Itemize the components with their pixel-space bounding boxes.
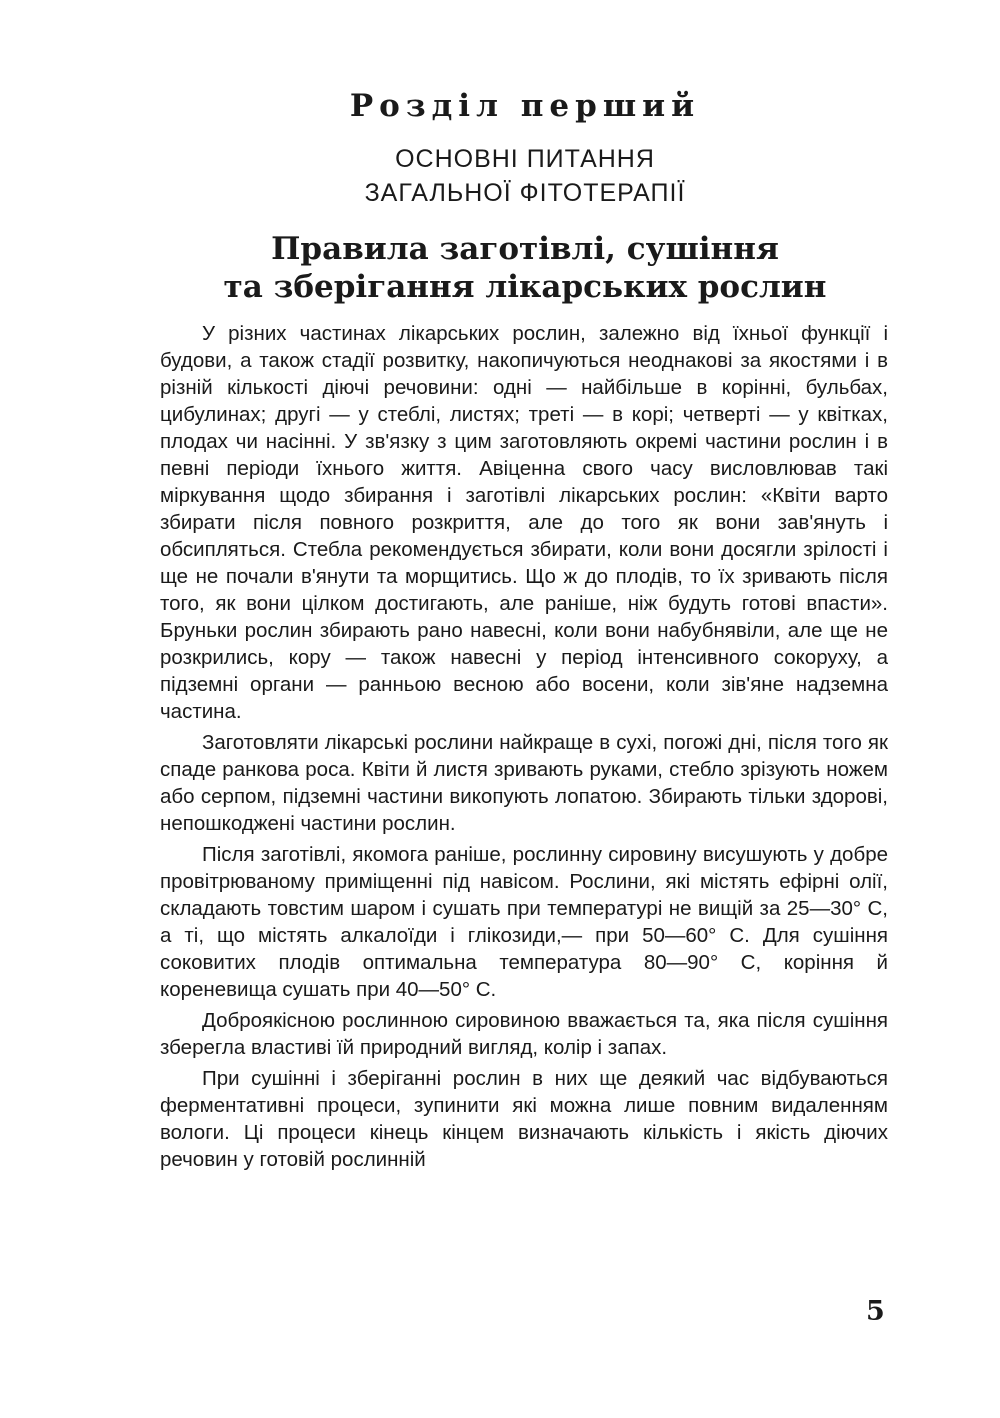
chapter-title-line-1: ОСНОВНІ ПИТАННЯ: [395, 145, 655, 173]
paragraph: Заготовляти лікарські рослини найкраще в сухі, погожі дні, після того як спаде ранкова роса. Квіти й листя зривають руками, стебло зрізують ножем або серпом, підземні частини викопують лопатою. Збирають тільки здорові, непошкоджені частини рослин.: [160, 731, 888, 835]
page-number: 5: [866, 1296, 885, 1327]
section-title-line-1: Правила заготівлі, сушіння: [271, 231, 779, 267]
paragraph: У різних частинах лікарських рослин, залежно від їхньої функції і будови, а також стадії розвитку, накопичуються неоднакові за якостями і в різній кількості діючі речовини: одні — найбільше в корінні, бульбах, цибулинах; другі — у стеблі, листях; треті — в корі; четверті — у квітках, плодах чи насінні. У зв'язку з цим заготовляють окремі частини рослин і в певні періоди їхнього життя. Авіценна свого часу висловлював такі міркування щодо збирання і заготівлі лікарських рослин: «Квіти варто збирати після повного розкриття, але до того як вони зав'януть і обсипляться. Стебла рекомендується збирати, коли вони досягли зрілості і ще не почали в'янути та морщитись. Що ж до плодів, то їх зривають після того, як вони цілком достигають, але раніше, ніж будуть готові впасти». Бруньки рослин збирають рано навесні, коли вони набубнявіли, але ще не розкрились, кору — також навесні у період інтенсивного сокоруху, а підземні органи — ранньою весною або восени, коли зів'яне надземна частина.: [160, 322, 888, 723]
chapter-title-line-2: ЗАГАЛЬНОЇ ФІТОТЕРАПІЇ: [364, 179, 686, 207]
paragraph: При сушінні і зберіганні рослин в них ще деякий час відбуваються ферментативні процеси, зупинити які можна лише повним видаленням вологи. Ці процеси кінець кінцем визначають кількість і якість діючих речовин у готовій рослинній: [160, 1067, 888, 1171]
paragraph: Доброякісною рослинною сировиною вважається та, яка після сушіння зберегла властиві їй природний вигляд, колір і запах.: [160, 1009, 888, 1059]
section-title-line-2: та зберігання лікарських рослин: [223, 269, 827, 305]
body-text: [160, 320, 888, 1177]
paragraph: Після заготівлі, якомога раніше, рослинну сировину висушують у добре провітрюваному приміщенні під навісом. Рослини, які містять ефірні олії, складають товстим шаром і сушать при температурі не вищій за 25—30° С, а ті, що містять алкалоїди і глікозиди,— при 50—60° С. Для сушіння соковитих плодів оптимальна температура 80—90° С, коріння й кореневища сушать при 40—50° С.: [160, 843, 888, 1001]
chapter-heading: Розділ перший: [349, 88, 701, 124]
chapter-title: [0, 142, 1000, 210]
section-title: [0, 230, 1000, 306]
